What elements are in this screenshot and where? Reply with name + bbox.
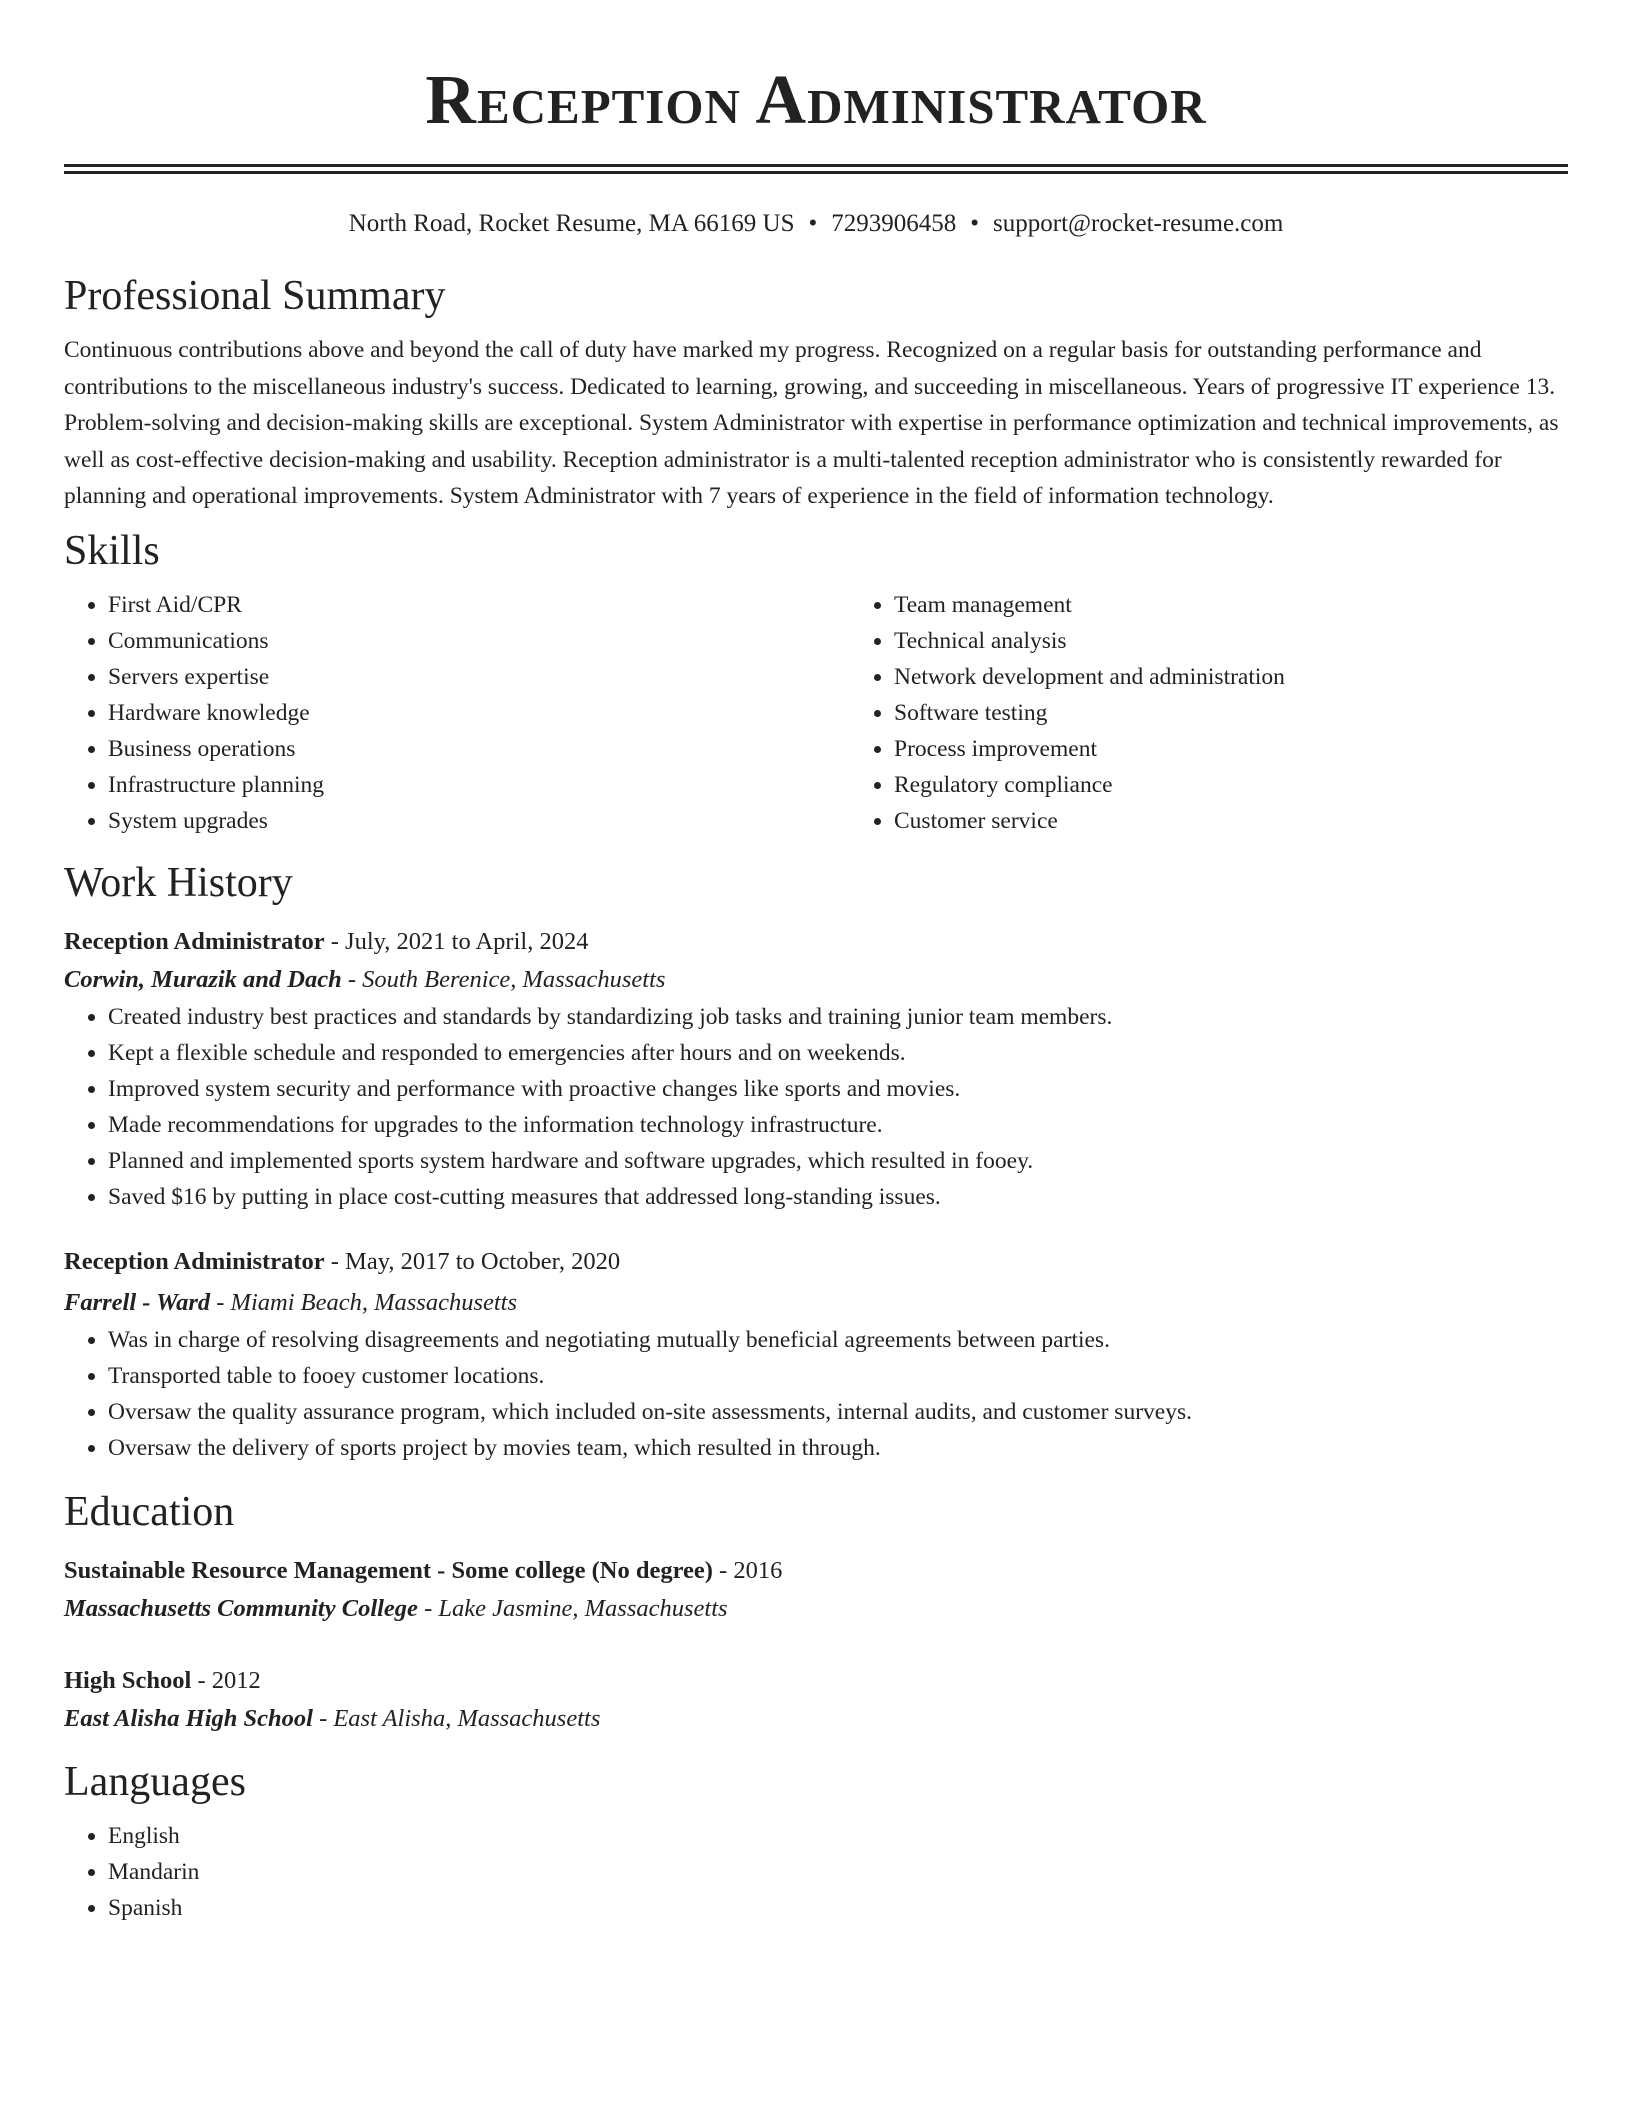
job-title-line <box>64 1243 1568 1281</box>
job-bullet: • Made recommendations for upgrades to the information technology infrastructure. <box>108 1107 1568 1143</box>
skill-item: • Team management <box>894 587 1632 623</box>
skill-item: • Infrastructure planning <box>108 767 850 803</box>
summary-text: Continuous contributions above and beyond the call of duty have marked my progress. Recognized on a regular basis for outstanding performance and contributions to the miscellaneous industry's success. Dedicated to learning, growing, and succeeding in miscellaneous. Years of progressive IT experience 13. Problem-solving and decision-making skills are exceptional. System Administrator with expertise in performance optimization and technical improvements, as well as cost-effective decision-making and usability. Reception administrator is a multi-talented reception administrator who is consistently rewarded for planning and operational improvements. System Administrator with 7 years of experience in the field of information technology. <box>64 337 1559 509</box>
job-company-line <box>64 961 1568 999</box>
skill-item: • Customer service <box>894 803 1632 839</box>
job-bullet: • Improved system security and performance with proactive changes like sports and movies. <box>108 1071 1568 1107</box>
skill-item: • First Aid/CPR <box>108 587 850 623</box>
language-item: • Spanish <box>108 1890 1568 1926</box>
education-degree: High School <box>64 1666 192 1694</box>
job-location: - Miami Beach, Massachusetts <box>216 1288 517 1316</box>
resume-title: Reception Administrator <box>425 62 1207 139</box>
job-bullet: • Oversaw the quality assurance program, which included on-site assessments, internal audits, and customer surveys. <box>108 1394 1568 1430</box>
job-bullet: • Saved $16 by putting in place cost-cutting measures that addressed long-standing issues. <box>108 1179 1568 1215</box>
skills-list-right <box>850 587 1632 839</box>
education-degree-line <box>64 1662 1568 1700</box>
skills-list-left <box>64 587 850 839</box>
section-title-education: Education <box>64 1488 235 1535</box>
education-degree-line <box>64 1552 1568 1590</box>
job-bullet: • Planned and implemented sports system hardware and software upgrades, which resulted in fooey. <box>108 1143 1568 1179</box>
contact-line <box>64 208 1568 240</box>
job-entry <box>64 1243 1568 1466</box>
job-bullet: • Kept a flexible schedule and responded to emergencies after hours and on weekends. <box>108 1035 1568 1071</box>
job-company: Farrell - Ward <box>64 1288 211 1316</box>
education-location: - Lake Jasmine, Massachusetts <box>424 1594 728 1622</box>
section-title-work-history: Work History <box>64 859 293 906</box>
title-double-rule <box>64 164 1568 174</box>
job-bullet: • Oversaw the delivery of sports project by movies team, which resulted in through. <box>108 1430 1568 1466</box>
skills-columns <box>64 587 1568 839</box>
contact-address: North Road, Rocket Resume, MA 66169 US <box>348 210 795 237</box>
contact-email: support@rocket-resume.com <box>993 210 1284 237</box>
education-school-line <box>64 1700 1568 1738</box>
skill-item: • Software testing <box>894 695 1632 731</box>
education-school: Massachusetts Community College <box>64 1594 418 1622</box>
job-bullets <box>64 999 1568 1215</box>
skill-item: • System upgrades <box>108 803 850 839</box>
education-school: East Alisha High School <box>64 1704 313 1732</box>
education-school-line <box>64 1590 1568 1628</box>
job-role: Reception Administrator <box>64 1247 325 1275</box>
skill-item: • Servers expertise <box>108 659 850 695</box>
skill-item: • Technical analysis <box>894 623 1632 659</box>
languages-list <box>64 1818 1568 1926</box>
education-entry <box>64 1552 1568 1628</box>
language-item: • English <box>108 1818 1568 1854</box>
job-dates: - May, 2017 to October, 2020 <box>330 1247 621 1275</box>
skill-item: • Regulatory compliance <box>894 767 1632 803</box>
job-company-line <box>64 1284 1568 1322</box>
skill-item: • Business operations <box>108 731 850 767</box>
job-location: - South Berenice, Massachusetts <box>347 965 666 993</box>
job-entry <box>64 923 1568 1215</box>
job-title-line <box>64 923 1568 961</box>
section-title-summary: Professional Summary <box>64 273 446 319</box>
contact-separator: • <box>808 210 818 237</box>
job-role: Reception Administrator <box>64 927 325 955</box>
job-company: Corwin, Murazik and Dach <box>64 965 342 993</box>
job-bullet: • Created industry best practices and standards by standardizing job tasks and training junior team members. <box>108 999 1568 1035</box>
job-bullet: • Transported table to fooey customer locations. <box>108 1358 1568 1394</box>
education-year: - 2016 <box>719 1556 783 1584</box>
education-entry <box>64 1662 1568 1738</box>
skill-item: • Network development and administration <box>894 659 1632 695</box>
job-bullet: • Was in charge of resolving disagreements and negotiating mutually beneficial agreements between parties. <box>108 1322 1568 1358</box>
contact-phone: 7293906458 <box>831 210 957 237</box>
section-title-languages: Languages <box>64 1758 246 1805</box>
job-dates: - July, 2021 to April, 2024 <box>330 927 589 955</box>
skill-item: • Process improvement <box>894 731 1632 767</box>
skill-item: • Hardware knowledge <box>108 695 850 731</box>
job-bullets <box>64 1322 1568 1466</box>
skill-item: • Communications <box>108 623 850 659</box>
education-location: - East Alisha, Massachusetts <box>319 1704 601 1732</box>
education-year: - 2012 <box>197 1666 261 1694</box>
education-degree: Sustainable Resource Management - Some college (No degree) <box>64 1556 713 1584</box>
section-title-skills: Skills <box>64 527 160 574</box>
language-item: • Mandarin <box>108 1854 1568 1890</box>
contact-separator: • <box>970 210 980 237</box>
